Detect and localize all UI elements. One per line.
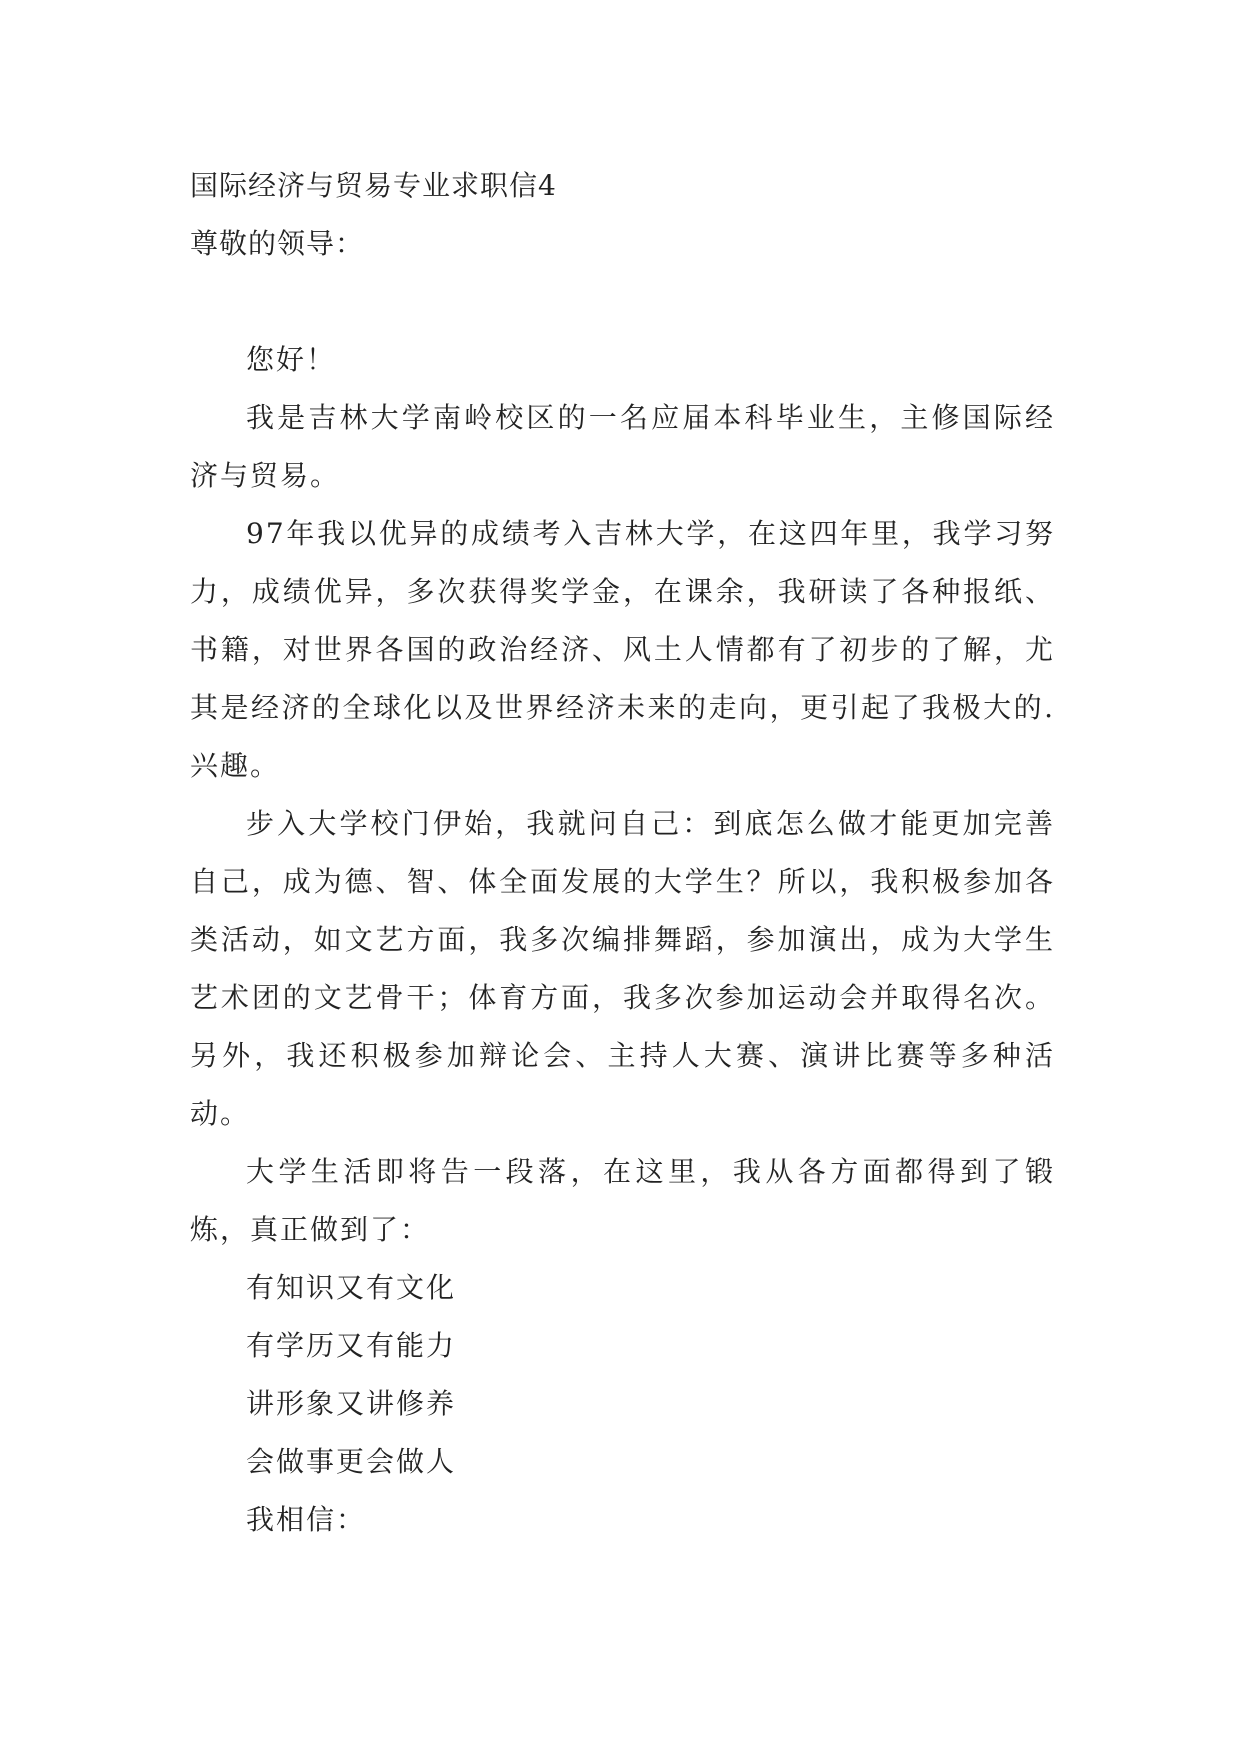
greeting: 您好！ xyxy=(246,343,337,376)
letter-body xyxy=(190,157,1055,1549)
list-item: 讲形象又讲修养 xyxy=(246,1387,457,1420)
document-title: 国际经济与贸易专业求职信4 xyxy=(190,169,557,202)
list-item: 有知识又有文化 xyxy=(246,1271,457,1304)
blank-line xyxy=(190,273,1055,331)
list-item: 会做事更会做人 xyxy=(246,1445,457,1478)
closing-line: 我相信： xyxy=(246,1503,367,1536)
paragraph-summary: 大学生活即将告一段落，在这里，我从各方面都得到了锻炼，真正做到了： xyxy=(190,1155,1055,1246)
paragraph-activities: 步入大学校门伊始，我就问自己：到底怎么做才能更加完善自己，成为德、智、体全面发展的大学生？所以，我积极参加各类活动，如文艺方面，我多次编排舞蹈，参加演出，成为大学生艺术团的文艺骨干；体育方面，我多次参加运动会并取得名次。另外，我还积极参加辩论会、主持人大赛、演讲比赛等多种活动。 xyxy=(190,807,1055,1130)
paragraph-intro: 我是吉林大学南岭校区的一名应届本科毕业生，主修国际经济与贸易。 xyxy=(190,401,1055,492)
salutation: 尊敬的领导： xyxy=(190,227,365,260)
paragraph-study: 97年我以优异的成绩考入吉林大学，在这四年里，我学习努力，成绩优异，多次获得奖学金，在课余，我研读了各种报纸、书籍，对世界各国的政治经济、风土人情都有了初步的了解，尤其是经济的全球化以及世界经济未来的走向，更引起了我极大的.兴趣。 xyxy=(190,517,1055,782)
list-item: 有学历又有能力 xyxy=(246,1329,457,1362)
